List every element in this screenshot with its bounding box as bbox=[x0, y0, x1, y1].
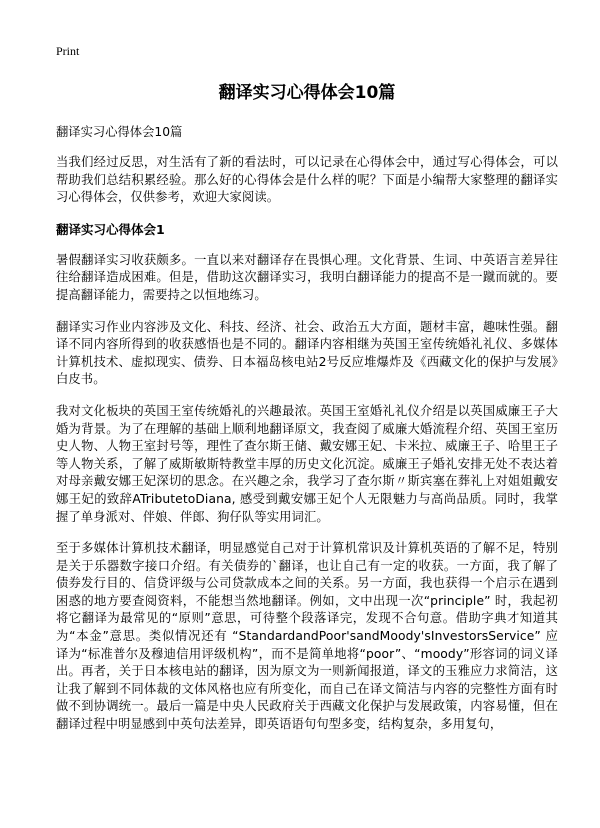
document-title: 翻译实习心得体会10篇 bbox=[218, 83, 396, 103]
section-heading-1: 翻译实习心得体会1 bbox=[56, 221, 165, 237]
print-link[interactable]: Print bbox=[56, 44, 80, 58]
intro-paragraph: 当我们经过反思，对生活有了新的看法时，可以记录在心得体会中，通过写心得体会，可以帮助我们总结积累经验。那么好的心得体会是什么样的呢？下面是小编帮大家整理的翻译实习心得体会，仅供参考，欢迎大家阅读。 bbox=[56, 155, 558, 205]
section1-paragraph-2: 翻译实习作业内容涉及文化、科技、经济、社会、政治五大方面，题材丰富，趣味性强。翻译不同内容所得到的收获感悟也是不同的。翻译内容相继为英国王室传统婚礼礼仪、多媒体计算机技术、虚拟现实、债券、日本福岛核电站2号反应堆爆炸及《西藏文化的保护与发展》白皮书。 bbox=[56, 319, 558, 387]
document-page bbox=[56, 44, 558, 748]
section1-paragraph-4: 至于多媒体计算机技术翻译，明显感觉自己对于计算机常识及计算机英语的了解不足，特别是关于乐器数字接口介绍。有关债券的`翻译，也让自己有一定的收获。一方面，我了解了债券发行目的、信贷评级与公司贷款成本之间的关系。另一方面，我也获得一个启示在遇到困惑的地方要查阅资料，不能想当然地翻译。例如，文中出现一次“principle” 时，我起初将它翻译为最常见的“原则”意思，可待整个段落译完，发现不合句意。借助字典才知道其为“本金”意思。类似情况还有 “StandardandPoor'sandMoody'sInvestorsService” 应译为“标准普尔及穆迪信用评级机构”，而不是简单地将“poor”、“moody”形容词的词义译出。再者，关于日本核电站的翻译，因为原文为一则新闻报道，译文的玉雅应力求简洁，这让我了解到不同体裁的文体风格也应有所变化，而自己在译文简洁与内容的完整性方面有时做不到协调统一。最后一篇是中央人民政府关于西藏文化保护与发展政策，内容易懂，但在翻译过程中明显感到中英句法差异，即英语语句句型多变，结构复杂，多用复句， bbox=[56, 541, 558, 732]
section1-paragraph-3: 我对文化板块的英国王室传统婚礼的兴趣最浓。英国王室婚礼礼仪介绍是以英国威廉王子大婚为背景。为了在理解的基础上顺利地翻译原文，我查阅了威廉大婚流程介绍、英国王室历史人物、人物王室封号等，理性了查尔斯王储、戴安娜王妃、卡米拉、威廉王子、哈里王子等人物关系，了解了威斯敏斯特教堂丰厚的历史文化沉淀。威廉王子婚礼安排无处不表达着对母亲戴安娜王妃深切的思念。在兴趣之余，我学习了查尔斯〃斯宾塞在葬礼上对姐姐戴安娜王妃的致辞ATributetoDiana, 感受到戴安娜王妃个人无限魅力与高尚品质。同时，我掌握了单身派对、伴娘、伴郎、狗仔队等实用词汇。 bbox=[56, 403, 558, 524]
section1-paragraph-1: 暑假翻译实习收获颇多。一直以来对翻译存在畏惧心理。文化背景、生词、中英语言差异往往给翻译造成困难。但是，借助这次翻译实习，我明白翻译能力的提高不是一蹴而就的。要提高翻译能力，需要持之以恒地练习。 bbox=[56, 252, 558, 302]
document-subtitle: 翻译实习心得体会10篇 bbox=[56, 125, 183, 139]
